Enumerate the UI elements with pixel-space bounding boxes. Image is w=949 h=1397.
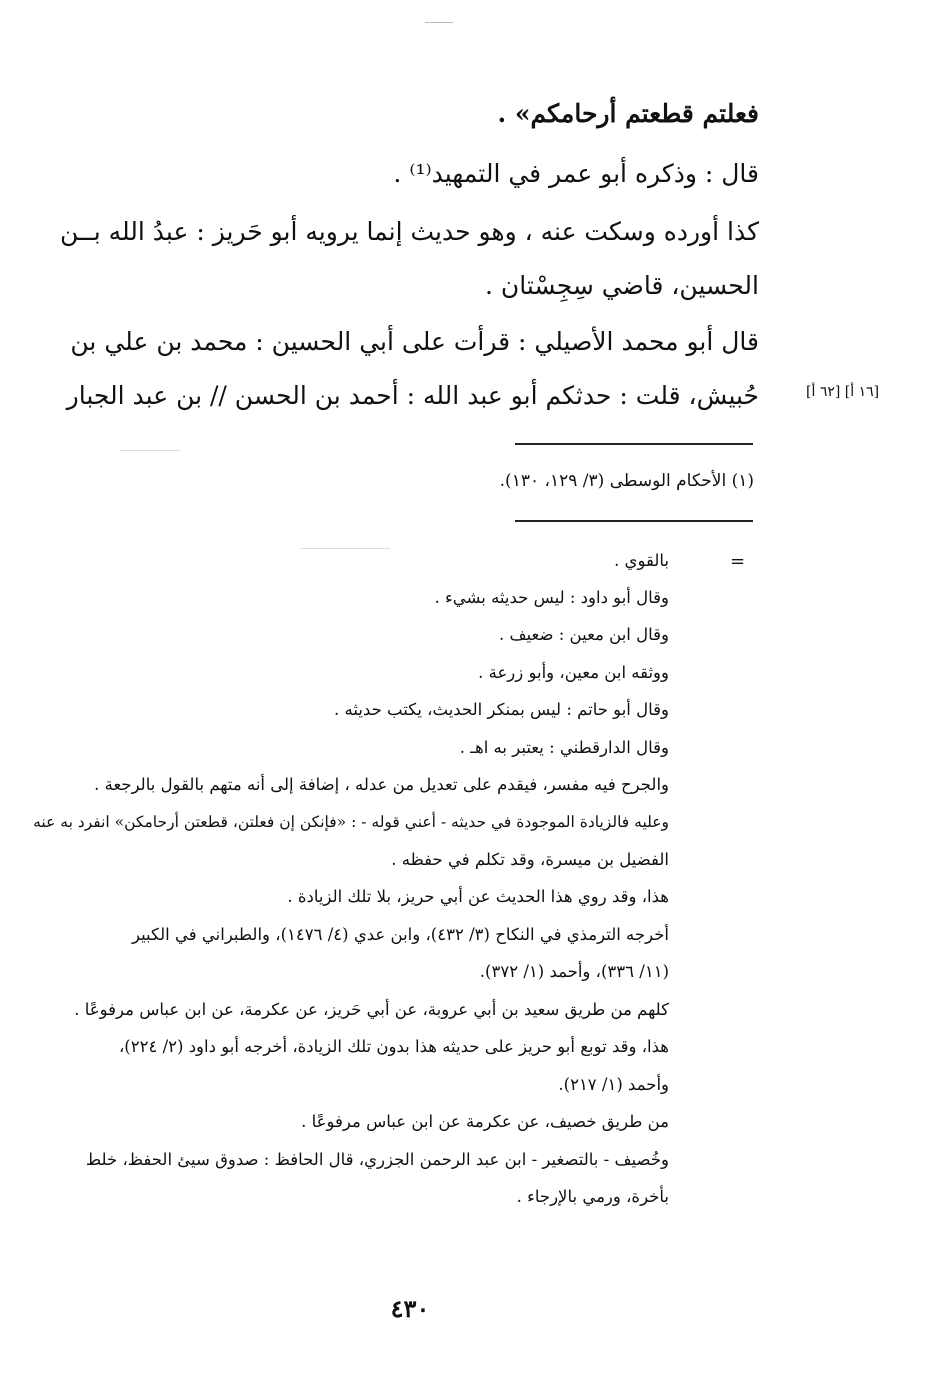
note-line-8: وعليه فالزيادة الموجودة في حديثه - أعني قوله - : «فإنكن إن فعلتن، قطعتن أرحامكن» انفرد به عنه bbox=[33, 813, 669, 831]
note-line-4: ووثقه ابن معين، وأبو زرعة . bbox=[478, 663, 669, 682]
note-line-1: بالقوي . bbox=[614, 551, 669, 570]
note-line-17: وخُصيف - بالتصغير - ابن عبد الرحمن الجزري، قال الحافظ : صدوق سيئ الحفظ، خلط bbox=[85, 1150, 669, 1169]
note-line-14: هذا، وقد توبع أبو حريز على حديثه هذا بدون تلك الزيادة، أخرجه أبو داود (٢/ ٢٢٤)، bbox=[118, 1037, 669, 1056]
manuscript-folio-reference: [١٦ أ] [٦٢ أ] bbox=[806, 384, 880, 400]
main-text-line-4: الحسين، قاضي سِجِسْتان . bbox=[485, 271, 759, 300]
note-line-13: كلهم من طريق سعيد بن أبي عروبة، عن أبي حَريز، عن عكرمة، عن ابن عباس مرفوعًا . bbox=[74, 1000, 669, 1019]
main-text-line-3: كذا أورده وسكت عنه ، وهو حديث إنما يرويه أبو حَريز : عبدُ الله بــن bbox=[60, 217, 759, 246]
note-line-12: (١١/ ٣٣٦)، وأحمد (١/ ٣٧٢). bbox=[479, 962, 669, 981]
note-line-7: والجرح فيه مفسر، فيقدم على تعديل من عدله ، إضافة إلى أنه متهم بالقول بالرجعة . bbox=[94, 775, 669, 794]
note-line-6: وقال الدارقطني : يعتبر به اهـ . bbox=[459, 738, 669, 757]
footnote-separator-top bbox=[515, 443, 753, 445]
scan-speck bbox=[120, 450, 180, 451]
page-number: ٤٣٠ bbox=[390, 1294, 430, 1323]
main-text-line-1: فعلتم قطعتم أرحامكم» . bbox=[497, 99, 759, 128]
scan-speck bbox=[300, 548, 390, 549]
footnote-1: (١) الأحكام الوسطى (٣/ ١٢٩، ١٣٠). bbox=[499, 471, 754, 491]
note-line-16: من طريق خصيف، عن عكرمة عن ابن عباس مرفوعًا . bbox=[301, 1112, 669, 1131]
note-line-11: أخرجه الترمذي في النكاح (٣/ ٤٣٢)، وابن عدي (٤/ ١٤٧٦)، والطبراني في الكبير bbox=[131, 925, 669, 944]
note-line-5: وقال أبو حاتم : ليس بمنكر الحديث، يكتب حديثه . bbox=[334, 700, 669, 719]
note-line-10: هذا، وقد روي هذا الحديث عن أبي حريز، بلا تلك الزيادة . bbox=[287, 887, 669, 906]
main-text-line-5: قال أبو محمد الأصيلي : قرأت على أبي الحسين : محمد بن علي بن bbox=[70, 327, 759, 356]
note-line-15: وأحمد (١/ ٢١٧). bbox=[558, 1075, 669, 1094]
main-text-line-6: حُبيش، قلت : حدثكم أبو عبد الله : أحمد بن الحسن // بن عبد الجبار bbox=[66, 381, 759, 410]
note-line-2: وقال أبو داود : ليس حديثه بشيء . bbox=[434, 588, 669, 607]
continuation-mark: = bbox=[730, 551, 746, 572]
note-line-9: الفضيل بن ميسرة، وقد تكلم في حفظه . bbox=[391, 850, 669, 869]
main-text-line-2: قال : وذكره أبو عمر في التمهيد⁽¹⁾ . bbox=[393, 159, 759, 188]
footnote-separator-bottom bbox=[515, 520, 753, 522]
note-line-3: وقال ابن معين : ضعيف . bbox=[498, 625, 669, 644]
note-line-18: بأخرة، ورمي بالإرجاء . bbox=[516, 1187, 669, 1206]
scan-speck bbox=[425, 22, 453, 23]
